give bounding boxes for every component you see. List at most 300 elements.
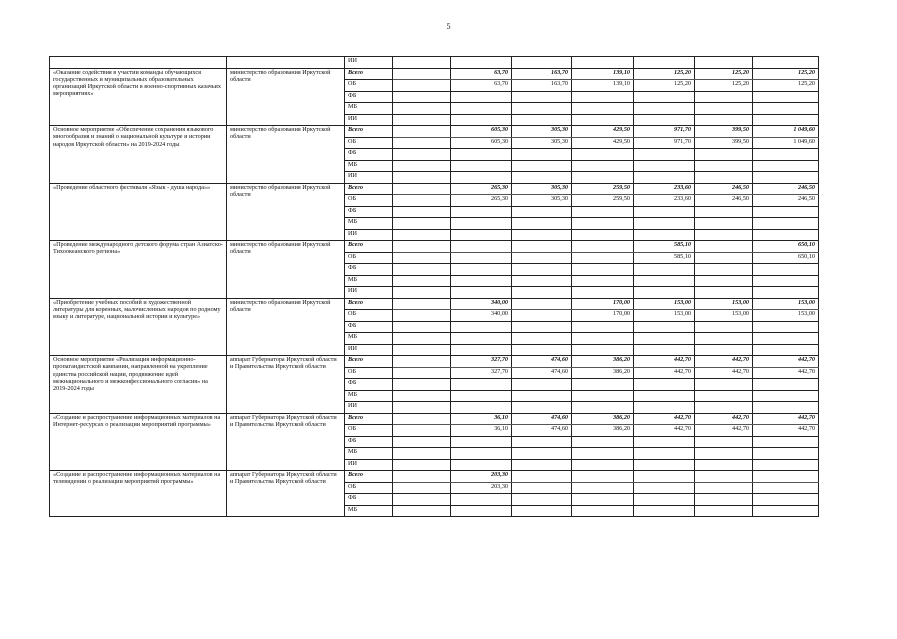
ob-amount: 170,00 [572,310,634,322]
total-amount: 340,00 [451,298,512,310]
total-amount: 442,70 [695,413,753,425]
amount-cell [572,390,634,402]
amount-cell [512,172,572,184]
total-amount [393,241,451,253]
source-label-ob: ОБ [345,195,393,207]
amount-cell [512,390,572,402]
ob-amount [512,310,572,322]
amount-cell [393,206,451,218]
ob-amount: 1 049,60 [753,137,819,149]
amount-cell [695,402,753,414]
executor-name: аппарат Губернатора Иркутской области и Правительства Иркутской области [227,471,345,517]
source-label-ob: ОБ [345,80,393,92]
amount-cell [512,218,572,230]
ob-amount: 163,70 [512,80,572,92]
ob-amount: 605,30 [451,137,512,149]
source-label: ФБ [345,379,393,391]
ob-amount: 153,00 [634,310,695,322]
amount-cell [695,149,753,161]
amount-cell [634,390,695,402]
source-label: ИИ [345,287,393,299]
amount-cell [572,333,634,345]
ob-amount: 442,70 [695,425,753,437]
source-label-ob: ОБ [345,367,393,379]
amount-cell [753,172,819,184]
amount-cell [572,160,634,172]
amount-cell [393,114,451,126]
amount-cell [451,459,512,471]
total-amount: 650,10 [753,241,819,253]
amount-cell [451,275,512,287]
amount-cell [634,229,695,241]
ob-amount: 63,70 [451,80,512,92]
amount-cell [634,149,695,161]
amount-cell [753,275,819,287]
source-label: МБ [345,160,393,172]
amount-cell [451,149,512,161]
source-label: МБ [345,333,393,345]
event-name: «Приобретение учебных пособий и художественной литературы для коренных, малочисленных народов по родному языку и литературе, национальной истории и культуре» [50,298,227,356]
amount-cell [393,448,451,460]
source-cell: ИИ [345,57,393,69]
amount-cell [451,379,512,391]
amount-cell [695,218,753,230]
total-amount: 442,70 [695,356,753,368]
ob-amount [393,195,451,207]
amount-cell [572,91,634,103]
amount-cell [512,103,572,115]
amount-cell [753,264,819,276]
total-amount [512,298,572,310]
amount-cell [695,448,753,460]
amount-cell [753,321,819,333]
executor-name: аппарат Губернатора Иркутской области и Правительства Иркутской области [227,413,345,471]
ob-amount [572,482,634,494]
total-amount [634,471,695,483]
source-label-total: Всего [345,471,393,483]
amount-cell [572,149,634,161]
ob-amount: 386,20 [572,425,634,437]
funding-table-body [50,57,819,517]
amount-cell [572,505,634,517]
ob-amount: 442,70 [634,425,695,437]
amount-cell [512,402,572,414]
amount-cell [512,275,572,287]
amount-cell [512,206,572,218]
ob-amount: 340,00 [451,310,512,322]
ob-amount: 442,70 [753,367,819,379]
total-row [50,413,819,425]
amount-cell [572,344,634,356]
ob-amount [393,310,451,322]
total-amount: 474,60 [512,356,572,368]
executor-name: министерство образования Иркутской области [227,241,345,299]
amount-cell [512,287,572,299]
amount-cell [512,448,572,460]
source-label-total: Всего [345,241,393,253]
amount-cell [572,275,634,287]
amount-cell [695,114,753,126]
amount-cell [393,218,451,230]
event-name: «Проведение областного фестиваля «Язык - душа народа»» [50,183,227,241]
amount-cell [634,402,695,414]
executor-name: министерство образования Иркутской области [227,298,345,356]
amount-cell [753,459,819,471]
ob-amount [695,252,753,264]
source-label: МБ [345,448,393,460]
amount-cell [451,172,512,184]
source-label-total: Всего [345,183,393,195]
amount-cell [572,287,634,299]
amount-cell [393,494,451,506]
source-label-total: Всего [345,298,393,310]
total-amount: 442,70 [753,413,819,425]
amount-cell [695,436,753,448]
amount-cell [753,218,819,230]
amount-cell [451,287,512,299]
total-row [50,298,819,310]
amount-cell [753,390,819,402]
amount-cell [451,229,512,241]
total-amount: 246,50 [753,183,819,195]
amount-cell [753,57,819,69]
amount-cell [451,436,512,448]
ob-amount: 233,60 [634,195,695,207]
funding-table [49,56,819,517]
amount-cell [753,505,819,517]
amount-cell [695,390,753,402]
source-label: ИИ [345,402,393,414]
total-amount [393,126,451,138]
total-amount [393,356,451,368]
amount-cell [572,448,634,460]
total-amount: 429,50 [572,126,634,138]
amount-cell [634,333,695,345]
amount-cell [512,229,572,241]
total-amount [393,413,451,425]
amount-cell [753,149,819,161]
amount-cell [393,505,451,517]
total-amount [393,471,451,483]
total-amount [451,241,512,253]
ob-amount: 36,10 [451,425,512,437]
amount-cell [753,91,819,103]
ob-amount: 429,50 [572,137,634,149]
amount-cell [634,275,695,287]
amount-cell [695,344,753,356]
amount-cell [572,172,634,184]
executor-cell [227,57,345,69]
source-label: ФБ [345,91,393,103]
total-amount: 585,10 [634,241,695,253]
amount-cell [695,505,753,517]
ob-amount: 327,70 [451,367,512,379]
amount-cell [393,436,451,448]
total-amount: 203,30 [451,471,512,483]
total-amount: 139,10 [572,68,634,80]
amount-cell [634,494,695,506]
amount-cell [451,505,512,517]
ob-amount [393,137,451,149]
source-label: ФБ [345,264,393,276]
ob-amount: 971,70 [634,137,695,149]
amount-cell [634,114,695,126]
amount-cell [634,505,695,517]
amount-cell [634,206,695,218]
total-amount: 971,70 [634,126,695,138]
event-name-cell [50,57,227,69]
event-name: «Создание и распространение информационных материалов на Интернет-ресурсах о реализации мероприятий программы» [50,413,227,471]
amount-cell [393,103,451,115]
amount-cell [451,114,512,126]
executor-name: министерство образования Иркутской области [227,183,345,241]
amount-cell [634,172,695,184]
amount-cell [451,103,512,115]
total-amount: 153,00 [695,298,753,310]
amount-cell [634,287,695,299]
amount-cell [393,402,451,414]
ob-amount [393,425,451,437]
ob-amount: 305,30 [512,195,572,207]
ob-amount: 203,30 [451,482,512,494]
amount-cell [572,229,634,241]
ob-amount: 442,70 [695,367,753,379]
amount-cell [753,103,819,115]
amount-cell [572,264,634,276]
amount-cell [572,402,634,414]
amount-cell [695,172,753,184]
amount-cell [393,229,451,241]
total-amount [572,241,634,253]
page-number: 5 [446,22,451,31]
total-row [50,183,819,195]
amount-cell [451,57,512,69]
amount-cell [393,160,451,172]
amount-cell [512,57,572,69]
ob-amount: 399,50 [695,137,753,149]
total-amount: 259,50 [572,183,634,195]
amount-cell [634,459,695,471]
source-label: МБ [345,390,393,402]
ob-amount: 153,00 [753,310,819,322]
total-amount: 327,70 [451,356,512,368]
ob-amount: 125,20 [753,80,819,92]
amount-cell [695,333,753,345]
source-label-ob: ОБ [345,137,393,149]
amount-cell [695,91,753,103]
amount-cell [451,333,512,345]
amount-cell [512,494,572,506]
total-amount [695,471,753,483]
amount-cell [393,172,451,184]
amount-cell [393,57,451,69]
source-label: МБ [345,505,393,517]
total-amount: 305,30 [512,183,572,195]
total-amount: 399,50 [695,126,753,138]
total-amount: 153,00 [634,298,695,310]
amount-cell [695,160,753,172]
amount-cell [634,344,695,356]
amount-cell [512,264,572,276]
ob-amount [451,252,512,264]
amount-cell [572,321,634,333]
amount-cell [753,402,819,414]
total-row [50,471,819,483]
total-row [50,126,819,138]
ob-amount: 650,10 [753,252,819,264]
total-amount: 233,60 [634,183,695,195]
source-label: ФБ [345,494,393,506]
amount-cell [695,57,753,69]
amount-cell [451,344,512,356]
source-label: ИИ [345,172,393,184]
source-label-total: Всего [345,413,393,425]
total-amount: 305,30 [512,126,572,138]
total-amount [393,68,451,80]
amount-cell [393,459,451,471]
total-amount: 36,10 [451,413,512,425]
ob-amount: 246,50 [753,195,819,207]
total-amount: 153,00 [753,298,819,310]
amount-cell [451,206,512,218]
ob-amount: 386,20 [572,367,634,379]
source-label: ФБ [345,321,393,333]
ob-amount [393,252,451,264]
ob-amount [512,482,572,494]
amount-cell [512,114,572,126]
amount-cell [634,448,695,460]
source-label: МБ [345,275,393,287]
amount-cell [393,149,451,161]
event-name: «Проведение международного детского форума стран Азиатско-Тихоокеанского региона» [50,241,227,299]
amount-cell [695,379,753,391]
amount-cell [753,229,819,241]
ob-amount: 442,70 [634,367,695,379]
amount-cell [393,321,451,333]
amount-cell [753,206,819,218]
source-label: ФБ [345,436,393,448]
source-label-ob: ОБ [345,252,393,264]
amount-cell [753,114,819,126]
amount-cell [695,494,753,506]
ob-amount: 246,50 [695,195,753,207]
executor-name: аппарат Губернатора Иркутской области и Правительства Иркутской области [227,356,345,414]
source-label-total: Всего [345,68,393,80]
ob-amount: 442,70 [753,425,819,437]
source-label: МБ [345,218,393,230]
amount-cell [695,459,753,471]
total-row [50,356,819,368]
executor-name: министерство образования Иркутской области [227,68,345,126]
amount-cell [572,103,634,115]
amount-cell [634,103,695,115]
amount-cell [512,459,572,471]
total-amount: 386,20 [572,356,634,368]
amount-cell [512,160,572,172]
amount-cell [393,379,451,391]
total-amount: 125,20 [695,68,753,80]
amount-cell [753,379,819,391]
ob-amount [572,252,634,264]
amount-cell [451,402,512,414]
total-amount [393,298,451,310]
amount-cell [753,287,819,299]
source-label-ob: ОБ [345,425,393,437]
total-amount: 1 049,60 [753,126,819,138]
source-label: ИИ [345,344,393,356]
ob-amount: 474,60 [512,367,572,379]
amount-cell [512,321,572,333]
total-amount: 474,60 [512,413,572,425]
source-label: ИИ [345,114,393,126]
amount-cell [512,379,572,391]
amount-cell [753,333,819,345]
ob-amount [512,252,572,264]
amount-cell [572,206,634,218]
amount-cell [393,390,451,402]
amount-cell [451,321,512,333]
total-amount: 125,20 [753,68,819,80]
amount-cell [634,379,695,391]
ob-amount: 125,20 [695,80,753,92]
amount-cell [393,264,451,276]
amount-cell [634,264,695,276]
event-name: «Оказание содействия в участии команды обучающихся государственных и муниципальных образовательных организаций Иркутской области в военно-спортивных казачьих мероприятиях» [50,68,227,126]
amount-cell [634,57,695,69]
source-label-total: Всего [345,126,393,138]
amount-cell [753,448,819,460]
amount-cell [572,494,634,506]
source-label: ФБ [345,149,393,161]
total-amount: 170,00 [572,298,634,310]
amount-cell [451,264,512,276]
total-amount: 163,70 [512,68,572,80]
ob-amount [634,482,695,494]
total-amount [753,471,819,483]
amount-cell [753,160,819,172]
amount-cell [512,149,572,161]
total-row [50,68,819,80]
source-label-ob: ОБ [345,310,393,322]
amount-cell [695,264,753,276]
amount-cell [512,344,572,356]
event-name: «Создание и распространение информационных материалов на телевидении о реализации мероприятий программы» [50,471,227,517]
amount-cell [393,91,451,103]
amount-cell [393,275,451,287]
amount-cell [512,505,572,517]
amount-cell [695,206,753,218]
amount-cell [634,436,695,448]
ob-amount [393,367,451,379]
ob-amount [753,482,819,494]
source-label: МБ [345,103,393,115]
ob-amount [393,482,451,494]
amount-cell [634,218,695,230]
amount-cell [512,91,572,103]
amount-cell [512,333,572,345]
source-label: ФБ [345,206,393,218]
amount-cell [393,287,451,299]
amount-cell [572,57,634,69]
total-row [50,241,819,253]
ob-amount: 259,50 [572,195,634,207]
total-amount [393,183,451,195]
source-label: ИИ [345,459,393,471]
amount-cell [695,321,753,333]
executor-name: министерство образования Иркутской области [227,126,345,184]
total-amount [572,471,634,483]
amount-cell [634,91,695,103]
